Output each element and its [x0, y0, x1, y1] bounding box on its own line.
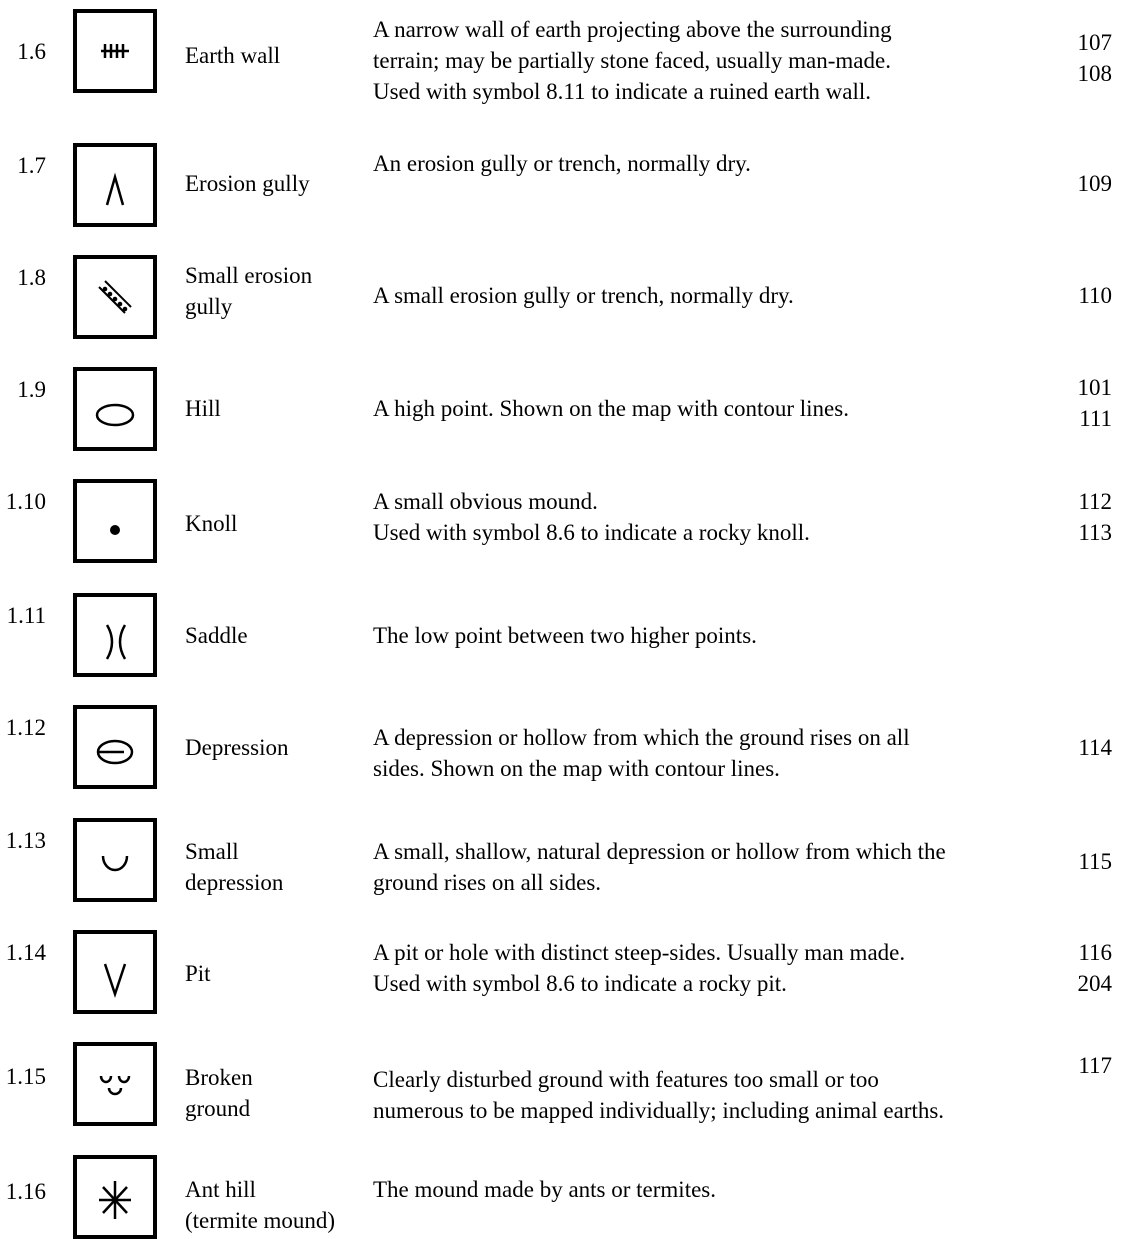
symbol-box	[73, 593, 157, 677]
symbol-number: 1.6	[17, 39, 46, 64]
symbol-name: Broken ground	[185, 1065, 253, 1121]
pit-icon	[77, 934, 153, 1010]
symbol-name: Depression	[185, 735, 289, 760]
symbol-name: Pit	[185, 961, 211, 986]
symbol-number: 1.9	[17, 377, 46, 402]
symbol-box	[73, 9, 157, 93]
knoll-icon	[77, 483, 153, 559]
symbol-box	[73, 255, 157, 339]
symbol-number: 1.10	[5, 489, 46, 514]
symbol-description: A small, shallow, natural depression or hollow from which the ground rises on all sides.	[373, 839, 946, 895]
symbol-refs: 116 204	[1077, 940, 1112, 996]
earth-wall-icon	[77, 13, 153, 89]
symbol-description: A depression or hollow from which the ground rises on all sides. Shown on the map with contour lines.	[373, 725, 910, 781]
symbol-name: Ant hill (termite mound)	[185, 1177, 336, 1233]
symbol-number: 1.11	[6, 603, 46, 628]
symbol-name: Erosion gully	[185, 171, 310, 196]
broken-ground-icon	[77, 1046, 153, 1122]
symbol-box	[73, 930, 157, 1014]
symbol-description: A small erosion gully or trench, normally dry.	[373, 283, 794, 308]
symbol-description: Clearly disturbed ground with features too small or too numerous to be mapped individually; including animal earths.	[373, 1067, 945, 1123]
symbol-refs: 107 108	[1077, 30, 1112, 86]
symbol-refs: 112 113	[1078, 489, 1112, 545]
symbol-number: 1.13	[5, 828, 46, 853]
symbol-name: Hill	[185, 396, 221, 421]
symbol-box	[73, 818, 157, 902]
depression-icon	[77, 709, 153, 785]
small-depression-icon	[77, 822, 153, 898]
symbol-refs: 101 111	[1077, 375, 1112, 431]
symbol-description: A narrow wall of earth projecting above the surrounding terrain; may be partially stone faced, usually man-made. Used with symbol 8.11 to indicate a ruined earth wall.	[373, 17, 892, 104]
symbol-number: 1.14	[5, 940, 46, 965]
symbol-number: 1.8	[17, 265, 46, 290]
symbol-box	[73, 1155, 157, 1239]
symbol-refs: 110	[1078, 283, 1112, 308]
symbol-description: A pit or hole with distinct steep-sides. Usually man made. Used with symbol 8.6 to indicate a rocky pit.	[373, 940, 906, 996]
symbol-refs: 115	[1078, 849, 1112, 874]
symbol-name: Earth wall	[185, 43, 281, 68]
small-erosion-gully-icon	[77, 259, 153, 335]
symbol-number: 1.16	[5, 1179, 46, 1204]
erosion-gully-icon	[77, 147, 153, 223]
symbol-name: Knoll	[185, 511, 238, 536]
symbol-box	[73, 367, 157, 451]
symbol-description: The low point between two higher points.	[373, 623, 757, 648]
symbol-box	[73, 1042, 157, 1126]
symbol-description: The mound made by ants or termites.	[373, 1177, 717, 1202]
symbol-name: Small erosion gully	[185, 263, 313, 319]
symbol-refs: 117	[1078, 1053, 1112, 1078]
symbol-number: 1.12	[5, 715, 46, 740]
symbol-description: A high point. Shown on the map with contour lines.	[373, 396, 849, 421]
symbol-name: Saddle	[185, 623, 248, 648]
symbol-box	[73, 143, 157, 227]
symbol-number: 1.7	[17, 153, 46, 178]
symbol-box	[73, 479, 157, 563]
symbol-refs: 109	[1077, 171, 1112, 196]
saddle-icon	[77, 597, 153, 673]
symbol-name: Small depression	[185, 839, 284, 895]
symbol-number: 1.15	[5, 1064, 46, 1089]
symbol-refs: 114	[1078, 735, 1112, 760]
hill-icon	[77, 371, 153, 447]
ant-hill-icon	[77, 1159, 153, 1235]
symbol-description: An erosion gully or trench, normally dry.	[373, 151, 751, 176]
symbol-description: A small obvious mound. Used with symbol 8.6 to indicate a rocky knoll.	[373, 489, 810, 545]
symbol-box	[73, 705, 157, 789]
